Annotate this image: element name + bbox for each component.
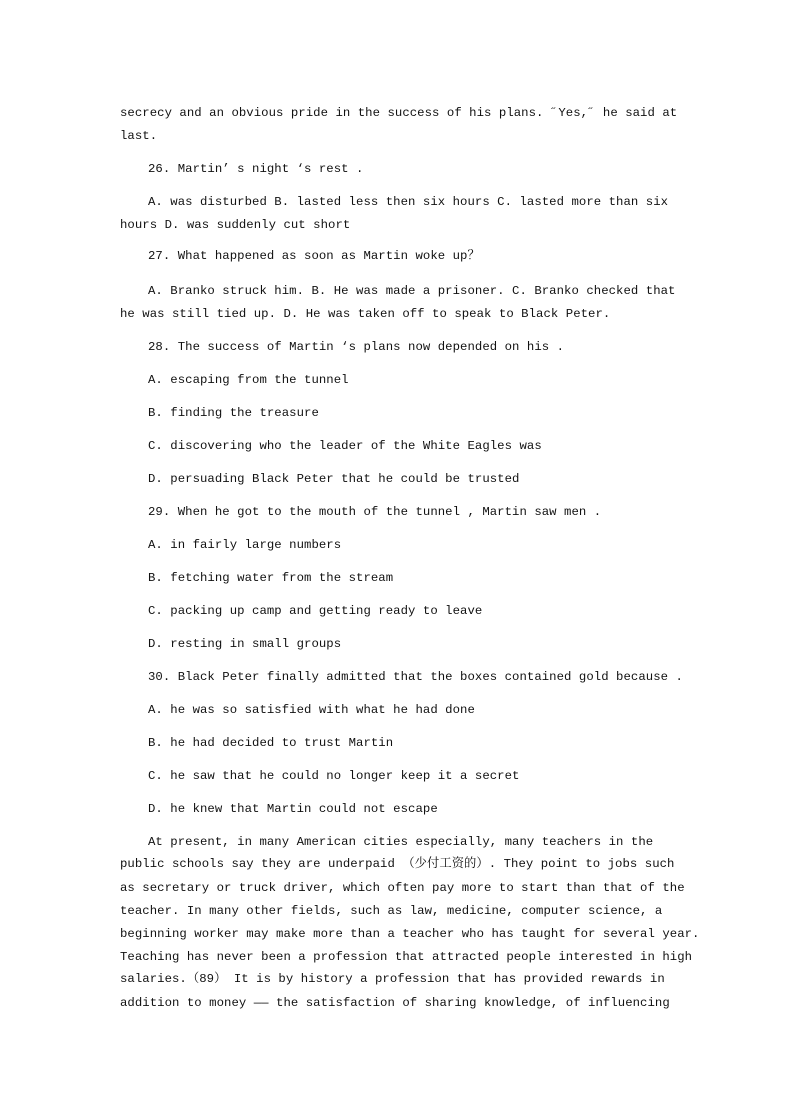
question-28-option-d: D. persuading Black Peter that he could be trusted <box>148 472 520 486</box>
question-26-options: hours D. was suddenly cut short <box>120 218 351 232</box>
passage-line: addition to money —— the satisfaction of sharing knowledge, of influencing <box>120 996 670 1010</box>
question-26-stem: 26. Martin’ s night ‘s rest . <box>148 162 364 176</box>
passage-line: salaries.（89） It is by history a profession that has provided rewards in <box>120 972 665 986</box>
question-27-options: he was still tied up. D. He was taken off to speak to Black Peter. <box>120 307 611 321</box>
question-30-option-c: C. he saw that he could no longer keep it a secret <box>148 769 520 783</box>
passage-line: beginning worker may make more than a teacher who has taught for several year. <box>120 927 700 941</box>
question-28-option-b: B. finding the treasure <box>148 406 319 420</box>
question-28-stem: 28. The success of Martin ‘s plans now depended on his . <box>148 340 565 354</box>
question-29-option-b: B. fetching water from the stream <box>148 571 394 585</box>
question-28-option-a: A. escaping from the tunnel <box>148 373 349 387</box>
passage-line: Teaching has never been a profession that attracted people interested in high <box>120 950 693 964</box>
question-28-option-c: C. discovering who the leader of the White Eagles was <box>148 439 542 453</box>
question-27-stem: 27. What happened as soon as Martin woke up？ <box>148 249 480 263</box>
question-29-option-d: D. resting in small groups <box>148 637 342 651</box>
question-29-option-a: A. in fairly large numbers <box>148 538 342 552</box>
passage-line: teacher. In many other fields, such as law, medicine, computer science, a <box>120 904 663 918</box>
question-30-option-a: A. he was so satisfied with what he had done <box>148 703 475 717</box>
question-30-option-d: D. he knew that Martin could not escape <box>148 802 438 816</box>
question-30-option-b: B. he had decided to trust Martin <box>148 736 394 750</box>
intro-line: secrecy and an obvious pride in the success of his plans. ˝Yes,˝ he said at <box>120 106 678 120</box>
intro-line: last. <box>120 129 158 143</box>
question-27-options: A. Branko struck him. B. He was made a prisoner. C. Branko checked that <box>148 284 676 298</box>
question-30-stem: 30. Black Peter finally admitted that the boxes contained gold because . <box>148 670 683 684</box>
question-26-options: A. was disturbed B. lasted less then six hours C. lasted more than six <box>148 195 669 209</box>
passage-line: public schools say they are underpaid （少付工资的）. They point to jobs such <box>120 857 675 871</box>
passage-line: as secretary or truck driver, which often pay more to start than that of the <box>120 881 685 895</box>
passage-line: At present, in many American cities especially, many teachers in the <box>148 835 654 849</box>
question-29-option-c: C. packing up camp and getting ready to leave <box>148 604 483 618</box>
question-29-stem: 29. When he got to the mouth of the tunnel , Martin saw men . <box>148 505 602 519</box>
